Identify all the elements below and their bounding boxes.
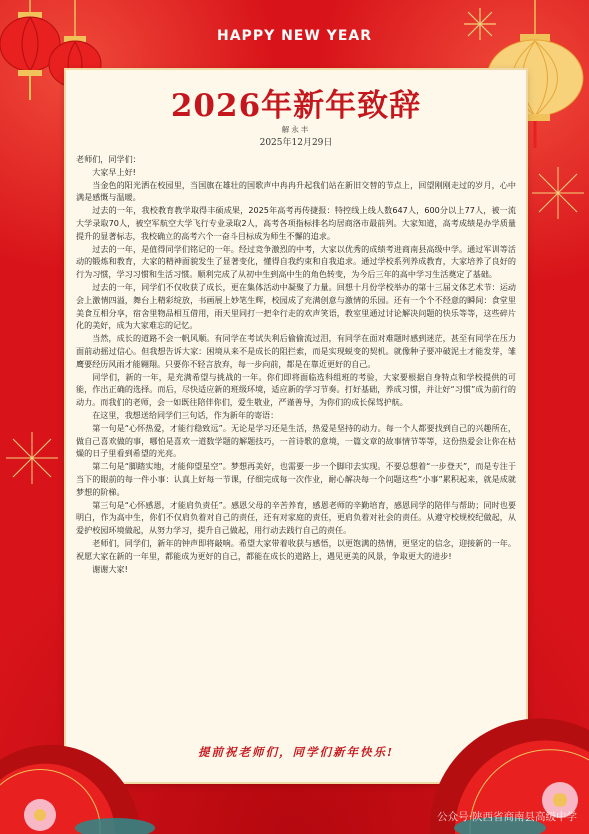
greeting: 老师们，同学们： bbox=[76, 154, 141, 164]
firework-right-icon bbox=[530, 165, 586, 221]
paragraph: 在这里，我想送给同学们三句话，作为新年的寄语： bbox=[92, 409, 279, 420]
paragraph: 同学们，新的一年，是充满希望与挑战的一年。你们即将面临选科组班的考验，大家要根据自身特点和学校提供的可能，作出正确的选择。而后，尽快适应新的班级环境，适应新的学习节奏。打好基础，养成习惯，并让好“习惯”成为前行的动力。而我们的老师，会一如既往陪伴你们，爱生敬业，严谨善导，为你们的成长保驾护航。 bbox=[76, 371, 516, 408]
paragraph: 当然，成长的道路不会一帆风顺。有同学在考试失利后偷偷流过泪，有同学在面对难题时感到迷茫，甚至有同学在压力面前动摇过信心。但我想告诉大家：困境从来不是成长的阻拦索，而是实现蜕变的契机。就像种子要冲破泥土才能发芽，雏鹰要经历风雨才能翱翔。只要你不轻言放弃，每一步向前，都是在靠近更好的自己。 bbox=[76, 333, 516, 369]
paragraph: 过去的一年，是值得同学们铭记的一年。经过竞争激烈的中考，大家以优秀的成绩考进商南县高级中学。通过军训等活动的锻炼和教育，大家的精神面貌发生了显著变化，懂得自我约束和自我追求。通过学校系列养成教育，大家培养了良好的行为习惯，学习习惯和生活习惯。顺利完成了从初中生到高中生的角色转变，为今后三年的高中学习生活奠定了基础。 bbox=[76, 243, 516, 280]
page-title: 2026年新年致辞 bbox=[170, 88, 422, 124]
author-name: 解永丰 bbox=[281, 125, 311, 134]
paragraph: 老师们，同学们，新年的钟声即将敲响。希望大家带着收获与感悟，以更饱满的热情，更坚定的信念，迎接新的一年。祝愿大家在新的一年里，都能成为更好的自己，都能在成长的道路上，遇见更美的风景，争取更大的进步! bbox=[76, 537, 516, 561]
paragraph: 第三句是“心怀感恩，才能肩负责任”。感恩父母的辛苦养育，感恩老师的辛勤培育，感恩同学的陪伴与帮助；同时也要明白，作为高中生，你们不仅肩负着对自己的责任，还有对家庭的责任，更肩负着对社会的责任。从遵守校规校纪做起，从爱护校园环境做起，从努力学习，提升自己做起，用行动去践行自己的责任。 bbox=[76, 499, 516, 536]
paragraph: 第二句是“脚踏实地，才能仰望星空”。梦想再美好，也需要一步一个脚印去实现。不要总想着“一步登天”，而是专注于当下的眼前的每一件小事：认真上好每一节课，仔细完成每一次作业，耐心解决每一个问题这些“小事”累积起来，就是成就梦想的阶梯。 bbox=[76, 461, 516, 497]
paragraph: 第一句是“心怀热爱，才能行稳致远”。无论是学习还是生活，热爱是坚持的动力。每一个人都要找到自己的兴趣所在，做自己喜欢做的事，哪怕是喜欢一道数学题的解题技巧，一首诗歌的意境，一篇文章的故事情节等等，这份热爱会让你在枯燥的日子里看到希望的光亮。 bbox=[76, 422, 516, 459]
paragraph: 过去的一年，同学们不仅收获了成长，更在集体活动中凝聚了力量。回想十月份学校举办的第十三届文体艺术节：运动会上激情四溢，舞台上精彩绽放，书画展上妙笔生辉，校园成了充满创意与激情的乐园。还有一个个不经意的瞬间：食堂里美食互相分享，宿舍里物品相互借用，雨天里同打一把伞行走的欢声笑语，教室里通过讨论解决问题的快乐等等，这些碎片化的美好，成为大家难忘的记忆。 bbox=[76, 281, 516, 331]
closing-wish: 提前祝老师们，同学们新年快乐! bbox=[197, 745, 395, 759]
paragraph: 过去的一年，我校教育教学取得丰硕成果，2025年高考再传捷报：特控线上线人数647人，600分以上77人，被一流大学录取70人，被空军航空大学飞行专业录取2人，高考各项指标排名均居商洛市最前列。大家知道，高考成绩是办学质量提升的显著标志，我校确立的高考六个一奋斗目标成为师生不懈的追求。 bbox=[76, 205, 516, 241]
letter-body bbox=[76, 153, 516, 575]
watermark: 公众号·陕西省商南县高级中学 bbox=[437, 811, 577, 823]
firework-left-icon bbox=[4, 430, 60, 486]
paragraph: 大家早上好! bbox=[92, 166, 136, 177]
happy-new-year-banner: HAPPY NEW YEAR bbox=[217, 28, 372, 44]
paragraph: 谢谢大家! bbox=[92, 563, 128, 574]
letter-date: 2025年12月29日 bbox=[259, 138, 333, 148]
paragraph: 当金色的阳光洒在校园里，当国旗在雄壮的国歌声中冉冉升起我们站在新旧交替的节点上，回望刚刚走过的岁月，心中满是感慨与温暖。 bbox=[76, 179, 516, 203]
